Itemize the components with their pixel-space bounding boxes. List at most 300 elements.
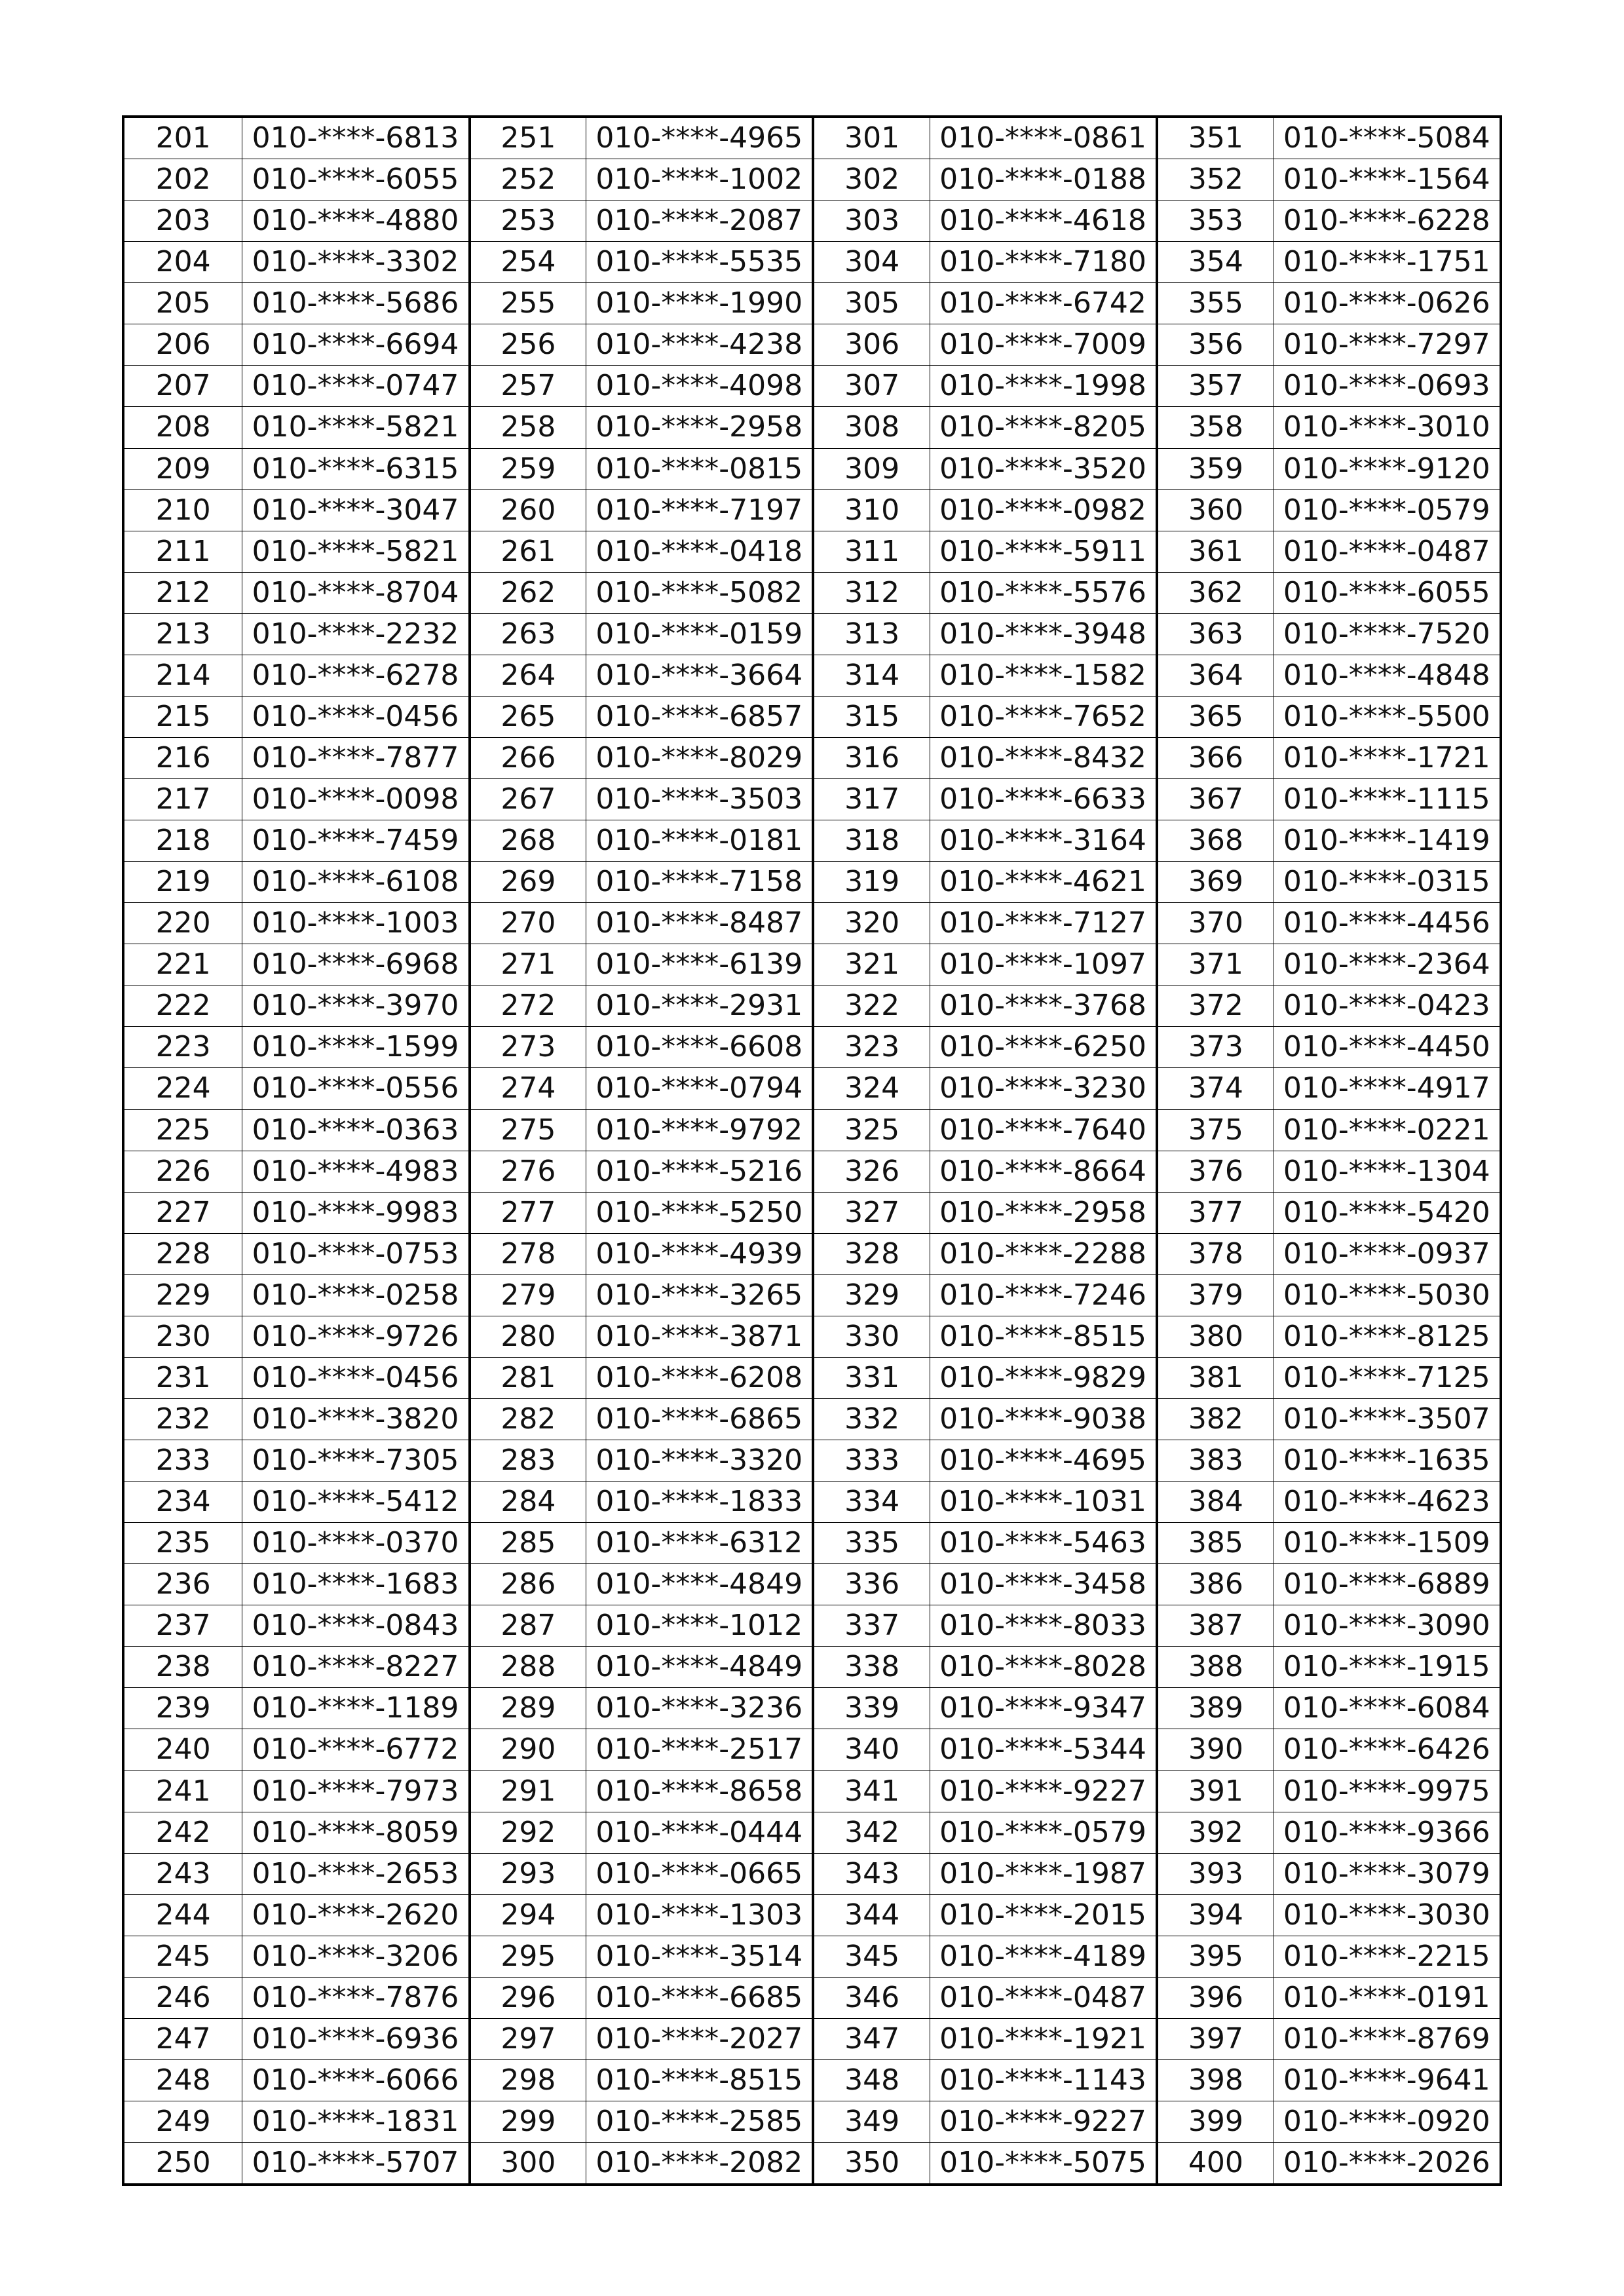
entry-number: 360: [1156, 490, 1273, 531]
phone-number: 010-****-7297: [1274, 324, 1500, 365]
entry-number: 364: [1156, 655, 1273, 696]
table-row: [124, 489, 1500, 531]
entry-number: 272: [468, 985, 586, 1026]
entry-number: 337: [812, 1605, 929, 1646]
entry-number: 351: [1156, 118, 1273, 159]
phone-number: 010-****-4238: [586, 324, 812, 365]
entry-number: 353: [1156, 201, 1273, 241]
phone-number: 010-****-0487: [1274, 531, 1500, 572]
entry-number: 398: [1156, 2060, 1273, 2101]
table-row: [124, 200, 1500, 241]
phone-number: 010-****-6139: [586, 944, 812, 985]
entry-number: 252: [468, 159, 586, 200]
entry-number: 250: [155, 2146, 211, 2180]
phone-number: 010-****-2653: [242, 1854, 468, 1894]
entry-number: 369: [1156, 862, 1273, 902]
table-row: [124, 531, 1500, 572]
table-row: [124, 778, 1500, 820]
entry-number: 256: [468, 324, 586, 365]
table-row: [124, 1440, 1500, 1481]
entry-number: 202: [155, 163, 211, 197]
phone-number: 010-****-3948: [930, 614, 1156, 655]
phone-number: 010-****-5030: [1274, 1275, 1500, 1316]
phone-number: 010-****-6278: [242, 655, 468, 696]
entry-number: 391: [1156, 1771, 1273, 1812]
entry-number: 322: [812, 985, 929, 1026]
phone-number: 010-****-0937: [1274, 1234, 1500, 1274]
entry-number: 245: [155, 1939, 211, 1973]
table-row: [124, 1770, 1500, 1812]
entry-number: 329: [812, 1275, 929, 1316]
phone-number: 010-****-4849: [586, 1647, 812, 1687]
phone-number: 010-****-0579: [1274, 490, 1500, 531]
entry-number: 352: [1156, 159, 1273, 200]
table-row: [124, 2059, 1500, 2101]
entry-number: 270: [468, 903, 586, 944]
entry-number: 222: [155, 989, 211, 1023]
table-row: [124, 1233, 1500, 1274]
phone-number: 010-****-6742: [930, 283, 1156, 324]
entry-number: 216: [155, 740, 211, 775]
phone-number: 010-****-5084: [1274, 118, 1500, 159]
phone-number: 010-****-1987: [930, 1854, 1156, 1894]
phone-number: 010-****-2517: [586, 1729, 812, 1770]
entry-number: 312: [812, 573, 929, 613]
phone-number: 010-****-5250: [586, 1193, 812, 1233]
phone-number: 010-****-9726: [242, 1316, 468, 1357]
entry-number: 265: [468, 697, 586, 737]
phone-number: 010-****-7973: [242, 1771, 468, 1812]
entry-number: 362: [1156, 573, 1273, 613]
entry-number: 292: [468, 1812, 586, 1853]
phone-number: 010-****-1833: [586, 1482, 812, 1522]
entry-number: 327: [812, 1193, 929, 1233]
entry-number: 301: [812, 118, 929, 159]
entry-number: 225: [155, 1113, 211, 1147]
phone-number: 010-****-5500: [1274, 697, 1500, 737]
entry-number: 286: [468, 1564, 586, 1605]
entry-number: 263: [468, 614, 586, 655]
table-row: [124, 1687, 1500, 1729]
phone-number: 010-****-6608: [586, 1027, 812, 1067]
entry-number: 210: [155, 493, 211, 527]
phone-number: 010-****-5686: [242, 283, 468, 324]
entry-number: 273: [468, 1027, 586, 1067]
table-row: [124, 365, 1500, 406]
phone-number: 010-****-4965: [586, 118, 812, 159]
entry-number: 267: [468, 779, 586, 820]
phone-number: 010-****-8059: [242, 1812, 468, 1853]
phone-number: 010-****-7652: [930, 697, 1156, 737]
phone-number: 010-****-7127: [930, 903, 1156, 944]
entry-number: 347: [812, 2019, 929, 2059]
table-row: [124, 118, 1500, 159]
entry-number: 397: [1156, 2019, 1273, 2059]
entry-number: 221: [155, 947, 211, 982]
phone-number: 010-****-2087: [586, 201, 812, 241]
phone-number: 010-****-9975: [1274, 1771, 1500, 1812]
entry-number: 284: [468, 1482, 586, 1522]
entry-number: 251: [468, 118, 586, 159]
phone-number: 010-****-0753: [242, 1234, 468, 1274]
phone-number: 010-****-8658: [586, 1771, 812, 1812]
phone-number: 010-****-8515: [930, 1316, 1156, 1357]
entry-number: 348: [812, 2060, 929, 2101]
entry-number: 390: [1156, 1729, 1273, 1770]
phone-number: 010-****-6228: [1274, 201, 1500, 241]
table-row: [124, 159, 1500, 200]
entry-number: 218: [155, 824, 211, 858]
entry-number: 377: [1156, 1193, 1273, 1233]
entry-number: 294: [468, 1895, 586, 1936]
entry-number: 283: [468, 1440, 586, 1481]
phone-number: 010-****-1003: [242, 903, 468, 944]
phone-number: 010-****-0444: [586, 1812, 812, 1853]
entry-number: 232: [155, 1402, 211, 1436]
phone-number: 010-****-9038: [930, 1399, 1156, 1440]
entry-number: 258: [468, 407, 586, 448]
phone-number: 010-****-6857: [586, 697, 812, 737]
entry-number: 248: [155, 2063, 211, 2097]
entry-number: 325: [812, 1110, 929, 1151]
entry-number: 213: [155, 617, 211, 651]
entry-number: 226: [155, 1154, 211, 1188]
table-row: [124, 985, 1500, 1026]
entry-number: 220: [155, 906, 211, 940]
entry-number: 300: [468, 2143, 586, 2183]
entry-number: 392: [1156, 1812, 1273, 1853]
phone-number: 010-****-5082: [586, 573, 812, 613]
phone-number: 010-****-7640: [930, 1110, 1156, 1151]
entry-number: 363: [1156, 614, 1273, 655]
entry-number: 310: [812, 490, 929, 531]
entry-number: 290: [468, 1729, 586, 1770]
phone-number: 010-****-2958: [586, 407, 812, 448]
phone-number: 010-****-1002: [586, 159, 812, 200]
phone-number: 010-****-1831: [242, 2101, 468, 2142]
entry-number: 208: [155, 410, 211, 444]
entry-number: 309: [812, 449, 929, 489]
phone-number: 010-****-6250: [930, 1027, 1156, 1067]
phone-number: 010-****-5707: [242, 2143, 468, 2183]
phone-number: 010-****-3302: [242, 242, 468, 282]
phone-number: 010-****-6633: [930, 779, 1156, 820]
table-row: [124, 1398, 1500, 1440]
entry-number: 240: [155, 1732, 211, 1767]
entry-number: 387: [1156, 1605, 1273, 1646]
entry-number: 261: [468, 531, 586, 572]
entry-number: 211: [155, 534, 211, 568]
phone-number: 010-****-2082: [586, 2143, 812, 2183]
entry-number: 380: [1156, 1316, 1273, 1357]
phone-number: 010-****-0418: [586, 531, 812, 572]
phone-number: 010-****-3507: [1274, 1399, 1500, 1440]
entry-number: 305: [812, 283, 929, 324]
entry-number: 237: [155, 1609, 211, 1643]
table-row: [124, 2101, 1500, 2142]
phone-number: 010-****-4695: [930, 1440, 1156, 1481]
entry-number: 316: [812, 738, 929, 778]
table-row: [124, 655, 1500, 696]
phone-number: 010-****-6813: [242, 118, 468, 159]
phone-number: 010-****-8769: [1274, 2019, 1500, 2059]
entry-number: 396: [1156, 1978, 1273, 2018]
phone-number: 010-****-8029: [586, 738, 812, 778]
table-row: [124, 1067, 1500, 1109]
entry-number: 354: [1156, 242, 1273, 282]
phone-number: 010-****-9641: [1274, 2060, 1500, 2101]
entry-number: 315: [812, 697, 929, 737]
phone-number: 010-****-5344: [930, 1729, 1156, 1770]
entry-number: 254: [468, 242, 586, 282]
entry-number: 227: [155, 1195, 211, 1229]
entry-number: 355: [1156, 283, 1273, 324]
phone-number: 010-****-5463: [930, 1523, 1156, 1563]
phone-number: 010-****-3010: [1274, 407, 1500, 448]
phone-number: 010-****-9983: [242, 1193, 468, 1233]
table-row: [124, 1977, 1500, 2018]
phone-number: 010-****-1097: [930, 944, 1156, 985]
entry-number: 235: [155, 1526, 211, 1560]
table-row: [124, 406, 1500, 448]
table-row: [124, 1192, 1500, 1233]
phone-number: 010-****-2620: [242, 1895, 468, 1936]
phone-number: 010-****-3236: [586, 1688, 812, 1729]
entry-number: 214: [155, 658, 211, 692]
phone-number: 010-****-0181: [586, 820, 812, 861]
phone-number: 010-****-4623: [1274, 1482, 1500, 1522]
phone-number: 010-****-6772: [242, 1729, 468, 1770]
phone-number: 010-****-3164: [930, 820, 1156, 861]
table-row: [124, 696, 1500, 737]
entry-number: 296: [468, 1978, 586, 2018]
phone-number: 010-****-1031: [930, 1482, 1156, 1522]
phone-number: 010-****-1189: [242, 1688, 468, 1729]
phone-number: 010-****-4456: [1274, 903, 1500, 944]
entry-number: 242: [155, 1815, 211, 1849]
phone-number: 010-****-6055: [242, 159, 468, 200]
table-row: [124, 1563, 1500, 1605]
entry-number: 306: [812, 324, 929, 365]
entry-number: 247: [155, 2021, 211, 2056]
phone-number: 010-****-4618: [930, 201, 1156, 241]
phone-number: 010-****-4450: [1274, 1027, 1500, 1067]
phone-number: 010-****-8028: [930, 1647, 1156, 1687]
table-row: [124, 448, 1500, 489]
entry-number: 342: [812, 1812, 929, 1853]
entry-number: 239: [155, 1691, 211, 1725]
phone-number: 010-****-3265: [586, 1275, 812, 1316]
entry-number: 308: [812, 407, 929, 448]
phone-number: 010-****-0920: [1274, 2101, 1500, 2142]
entry-number: 285: [468, 1523, 586, 1563]
table-row: [124, 241, 1500, 282]
phone-number: 010-****-2215: [1274, 1936, 1500, 1977]
phone-number: 010-****-0487: [930, 1978, 1156, 2018]
table-row: [124, 282, 1500, 324]
table-row: [124, 1316, 1500, 1357]
entry-number: 384: [1156, 1482, 1273, 1522]
entry-number: 307: [812, 366, 929, 406]
entry-number: 321: [812, 944, 929, 985]
table-row: [124, 944, 1500, 985]
phone-number: 010-****-5420: [1274, 1193, 1500, 1233]
phone-number: 010-****-6889: [1274, 1564, 1500, 1605]
phone-number: 010-****-9366: [1274, 1812, 1500, 1853]
entry-number: 374: [1156, 1068, 1273, 1109]
phone-number: 010-****-0861: [930, 118, 1156, 159]
entry-number: 343: [812, 1854, 929, 1894]
table-row: [124, 1812, 1500, 1853]
entry-number: 365: [1156, 697, 1273, 737]
entry-number: 356: [1156, 324, 1273, 365]
entry-number: 223: [155, 1030, 211, 1064]
entry-number: 328: [812, 1234, 929, 1274]
table-row: [124, 1646, 1500, 1687]
entry-number: 338: [812, 1647, 929, 1687]
phone-number: 010-****-8487: [586, 903, 812, 944]
entry-number: 303: [812, 201, 929, 241]
phone-number: 010-****-6108: [242, 862, 468, 902]
entry-number: 317: [812, 779, 929, 820]
phone-number: 010-****-9829: [930, 1358, 1156, 1398]
entry-number: 238: [155, 1650, 211, 1684]
entry-number: 318: [812, 820, 929, 861]
table-row: [124, 1853, 1500, 1894]
entry-number: 287: [468, 1605, 586, 1646]
entry-number: 393: [1156, 1854, 1273, 1894]
phone-number: 010-****-3820: [242, 1399, 468, 1440]
table-row: [124, 1729, 1500, 1770]
table-row: [124, 1936, 1500, 1977]
table-row: [124, 1605, 1500, 1646]
phone-number: 010-****-7197: [586, 490, 812, 531]
entry-number: 373: [1156, 1027, 1273, 1067]
entry-number: 289: [468, 1688, 586, 1729]
entry-number: 281: [468, 1358, 586, 1398]
phone-number: 010-****-3206: [242, 1936, 468, 1977]
phone-number: 010-****-1564: [1274, 159, 1500, 200]
phone-number: 010-****-3664: [586, 655, 812, 696]
table-row: [124, 1481, 1500, 1522]
phone-number: 010-****-0370: [242, 1523, 468, 1563]
entry-number: 297: [468, 2019, 586, 2059]
entry-number: 253: [468, 201, 586, 241]
entry-number: 344: [812, 1895, 929, 1936]
phone-number: 010-****-8664: [930, 1151, 1156, 1192]
phone-number: 010-****-1419: [1274, 820, 1500, 861]
phone-number: 010-****-3047: [242, 490, 468, 531]
entry-number: 323: [812, 1027, 929, 1067]
entry-number: 385: [1156, 1523, 1273, 1563]
phone-number: 010-****-7520: [1274, 614, 1500, 655]
entry-number: 255: [468, 283, 586, 324]
entry-number: 299: [468, 2101, 586, 2142]
phone-number: 010-****-8227: [242, 1647, 468, 1687]
entry-number: 395: [1156, 1936, 1273, 1977]
entry-number: 311: [812, 531, 929, 572]
table-row: [124, 1151, 1500, 1192]
phone-number: 010-****-4983: [242, 1151, 468, 1192]
phone-number: 010-****-9227: [930, 2101, 1156, 2142]
phone-number: 010-****-1683: [242, 1564, 468, 1605]
entry-number: 359: [1156, 449, 1273, 489]
entry-number: 244: [155, 1898, 211, 1932]
entry-number: 212: [155, 575, 211, 609]
phone-number: 010-****-1303: [586, 1895, 812, 1936]
entry-number: 366: [1156, 738, 1273, 778]
phone-number: 010-****-5535: [586, 242, 812, 282]
entry-number: 249: [155, 2105, 211, 2139]
entry-number: 371: [1156, 944, 1273, 985]
phone-number: 010-****-8515: [586, 2060, 812, 2101]
entry-number: 206: [155, 328, 211, 362]
phone-number: 010-****-0315: [1274, 862, 1500, 902]
phone-number: 010-****-3520: [930, 449, 1156, 489]
phone-number: 010-****-1143: [930, 2060, 1156, 2101]
phone-number: 010-****-0693: [1274, 366, 1500, 406]
phone-number: 010-****-5075: [930, 2143, 1156, 2183]
entry-number: 394: [1156, 1895, 1273, 1936]
phone-number: 010-****-1721: [1274, 738, 1500, 778]
phone-number: 010-****-9347: [930, 1688, 1156, 1729]
phone-number: 010-****-4098: [586, 366, 812, 406]
entry-number: 386: [1156, 1564, 1273, 1605]
entry-number: 388: [1156, 1647, 1273, 1687]
phone-number: 010-****-0423: [1274, 985, 1500, 1026]
entry-number: 302: [812, 159, 929, 200]
entry-number: 246: [155, 1980, 211, 2014]
entry-number: 357: [1156, 366, 1273, 406]
phone-number: 010-****-2027: [586, 2019, 812, 2059]
entry-number: 293: [468, 1854, 586, 1894]
phone-number: 010-****-6694: [242, 324, 468, 365]
entry-number: 274: [468, 1068, 586, 1109]
phone-number: 010-****-6084: [1274, 1688, 1500, 1729]
phone-number: 010-****-3030: [1274, 1895, 1500, 1936]
entry-number: 331: [812, 1358, 929, 1398]
entry-number: 282: [468, 1399, 586, 1440]
phone-number: 010-****-9227: [930, 1771, 1156, 1812]
phone-number: 010-****-1115: [1274, 779, 1500, 820]
entry-number: 400: [1156, 2143, 1273, 2183]
entry-number: 233: [155, 1444, 211, 1478]
entry-number: 230: [155, 1319, 211, 1353]
phone-number: 010-****-0626: [1274, 283, 1500, 324]
entry-number: 376: [1156, 1151, 1273, 1192]
phone-number: 010-****-0159: [586, 614, 812, 655]
entry-number: 378: [1156, 1234, 1273, 1274]
phone-number: 010-****-0188: [930, 159, 1156, 200]
phone-number: 010-****-3079: [1274, 1854, 1500, 1894]
phone-number: 010-****-6055: [1274, 573, 1500, 613]
phone-number: 010-****-0098: [242, 779, 468, 820]
entry-number: 346: [812, 1978, 929, 2018]
entry-number: 241: [155, 1774, 211, 1808]
phone-number: 010-****-8033: [930, 1605, 1156, 1646]
entry-number: 361: [1156, 531, 1273, 572]
table-row: [124, 1026, 1500, 1067]
phone-number: 010-****-0982: [930, 490, 1156, 531]
phone-number: 010-****-4849: [586, 1564, 812, 1605]
phone-number: 010-****-7877: [242, 738, 468, 778]
phone-number: 010-****-2015: [930, 1895, 1156, 1936]
entry-number: 205: [155, 286, 211, 320]
entry-number: 269: [468, 862, 586, 902]
phone-number-table: [122, 115, 1502, 2186]
table-row: [124, 2018, 1500, 2059]
phone-number: 010-****-9792: [586, 1110, 812, 1151]
